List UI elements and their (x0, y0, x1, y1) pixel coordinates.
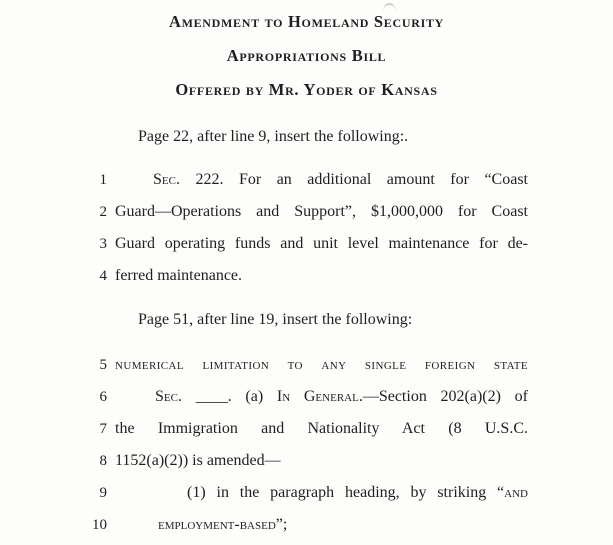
bill-line (0, 164, 613, 196)
body-text: Guard—Operations and Support”, $1,000,000 for Coast (115, 203, 528, 220)
title-line-3: Offered by Mr. Yoder of Kansas (175, 80, 438, 99)
body-text: ferred maintenance. (115, 267, 243, 284)
small-caps-text: and (504, 484, 528, 501)
line-number: 8 (99, 453, 107, 469)
line-number: 10 (92, 517, 107, 533)
line-number: 7 (99, 421, 107, 437)
bill-line (0, 509, 613, 541)
line-number: 1 (99, 172, 107, 188)
bill-line (0, 477, 613, 509)
line-text (115, 413, 528, 445)
small-caps-text: numerical limitation to any single foreign state (115, 356, 528, 373)
line-number: 4 (99, 268, 107, 284)
line-number: 9 (99, 485, 107, 501)
instruction-page-51: Page 51, after line 19, insert the following: (138, 311, 413, 328)
bill-text-section-1 (0, 164, 613, 292)
small-caps-text: In General. (276, 388, 363, 405)
small-caps-text: Sec. (153, 171, 180, 188)
bill-line (0, 349, 613, 381)
body-text: 222. For an additional amount for “Coast (179, 171, 528, 188)
body-text: Guard operating funds and unit level maintenance for de- (115, 235, 528, 252)
line-number: 2 (99, 204, 107, 220)
bill-line (0, 260, 613, 292)
line-text (115, 349, 528, 381)
bill-line (0, 228, 613, 260)
line-text (115, 509, 528, 541)
title-line-1: Amendment to Homeland Security (168, 12, 445, 31)
title-line-2: Appropriations Bill (226, 46, 387, 65)
bill-line (0, 445, 613, 477)
body-text: —Section 202(a)(2) of (362, 388, 528, 405)
line-text (115, 477, 528, 509)
line-text (115, 164, 528, 196)
bill-text-section-2 (0, 349, 613, 541)
line-number: 5 (99, 357, 107, 373)
line-number: 6 (99, 389, 107, 405)
bill-line (0, 413, 613, 445)
body-text: the Immigration and Nationality Act (8 U.S.C. (115, 420, 528, 437)
line-text (115, 196, 528, 228)
body-text: (1) in the paragraph heading, by striking “ (187, 484, 505, 501)
small-caps-text: employment-based (158, 516, 276, 533)
body-text: ”; (275, 516, 288, 533)
line-text (115, 228, 528, 260)
body-text: 1152(a)(2)) is amended— (115, 452, 281, 469)
bill-line (0, 381, 613, 413)
line-text (115, 381, 528, 413)
line-number: 3 (99, 236, 107, 252)
bill-line (0, 196, 613, 228)
instruction-page-22: Page 22, after line 9, insert the following:. (138, 128, 409, 145)
document-title (0, 0, 613, 107)
line-text (115, 260, 528, 292)
line-text (115, 445, 528, 477)
body-text: ____. (a) (181, 388, 277, 405)
small-caps-text: Sec. (155, 388, 182, 405)
